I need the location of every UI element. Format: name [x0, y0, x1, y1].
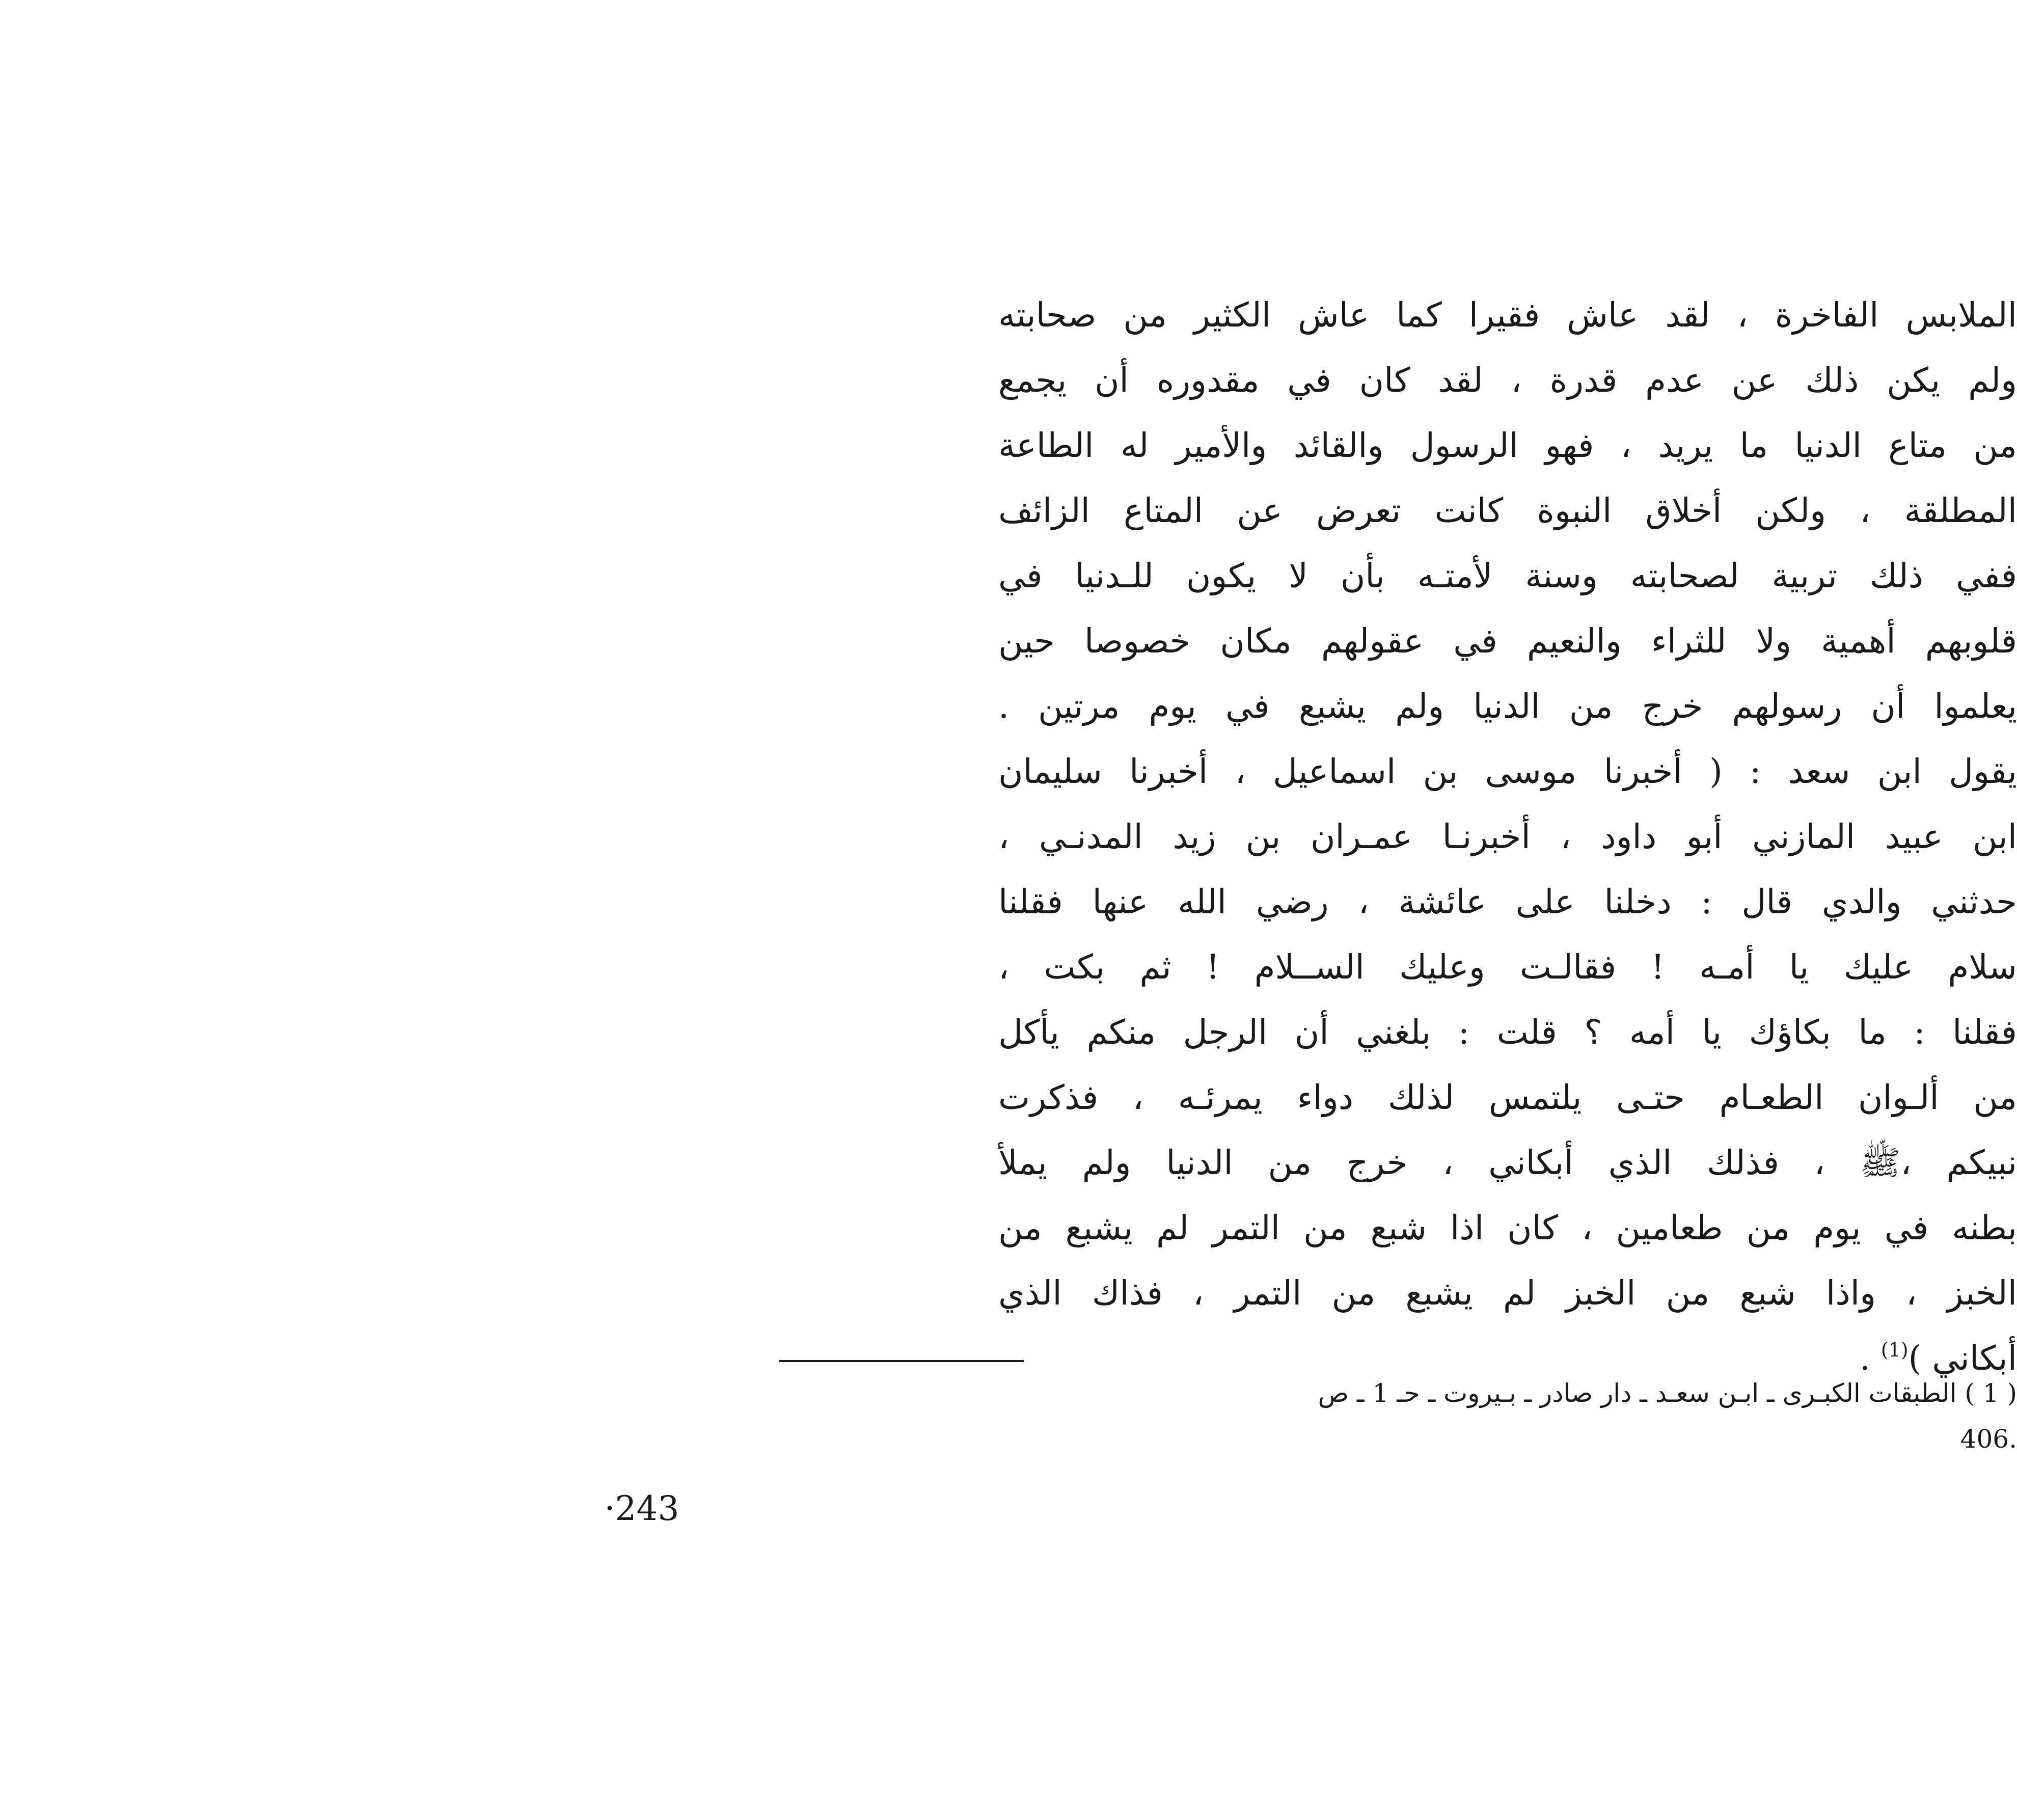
footnote-reference: (1) [1880, 1339, 1909, 1361]
last-line-end: . [1859, 1339, 1881, 1378]
footnote [998, 1370, 2017, 1462]
text-line: يعلموا أن رسولهم خرج من الدنيا ولم يشبع في يوم مرتين . [998, 687, 2017, 726]
text-line: الملابس الفاخرة ، لقد عاش فقيرا كما عاش الكثير من صحابته [998, 295, 2017, 335]
last-line-text: أبكاني ) [1908, 1339, 2017, 1378]
text-line: ولم يكن ذلك عن عدم قدرة ، لقد كان في مقدوره أن يجمع [998, 361, 2017, 400]
text-line: حدثني والدي قال : دخلنا على عائشة ، رضي الله عنها فقلنا [998, 882, 2017, 921]
text-line: من متاع الدنيا ما يريد ، فهو الرسول والقائد والأمير له الطاعة [998, 426, 2017, 465]
text-line: بطنه في يوم من طعامين ، كان اذا شبع من التمر لم يشبع من [998, 1208, 2017, 1247]
text-line: سلام عليك يا أمـه ! فقالـت وعليك الســلام ! ثم بكت ، [998, 947, 2017, 987]
text-line: يقول ابن سعد : ( أخبرنا موسى بن اسماعيل ، أخبرنا سليمان [998, 752, 2017, 791]
text-line: قلوبهم أهمية ولا للثراء والنعيم في عقولهم مكان خصوصا حين [998, 621, 2017, 661]
footnote-citation: ( 1 ) الطبقات الكبـرى ـ ابـن سعـد ـ دار صادر ـ بـيروت ـ حـ 1 ـ ص [1318, 1378, 2017, 1408]
page-number: ·243 [604, 1489, 679, 1528]
text-line: المطلقة ، ولكن أخلاق النبوة كانت تعرض عن المتاع الزائف [998, 491, 2017, 530]
text-line: ابن عبيد المازني أبو داود ، أخبرنـا عمـران بن زيد المدنـي ، [998, 817, 2017, 856]
footnote-divider [779, 1360, 1024, 1362]
footnote-page-ref: .406 [1960, 1424, 2017, 1454]
text-line: الخبز ، واذا شبع من الخبز لم يشبع من التمر ، فذاك الذي [998, 1273, 2017, 1313]
text-line: من ألـوان الطعـام حتـى يلتمس لذلك دواء يمرئـه ، فذكرت [998, 1078, 2017, 1117]
text-line: فقلنا : ما بكاؤك يا أمه ؟ قلت : بلغني أن الرجل منكم يأكل [998, 1013, 2017, 1052]
text-line: نبيكم ،ﷺ ، فذلك الذي أبكاني ، خرج من الدنيا ولم يملأ [998, 1143, 2017, 1182]
text-line: ففي ذلك تربية لصحابته وسنة لأمتـه بأن لا يكون للـدنيا في [998, 556, 2017, 595]
